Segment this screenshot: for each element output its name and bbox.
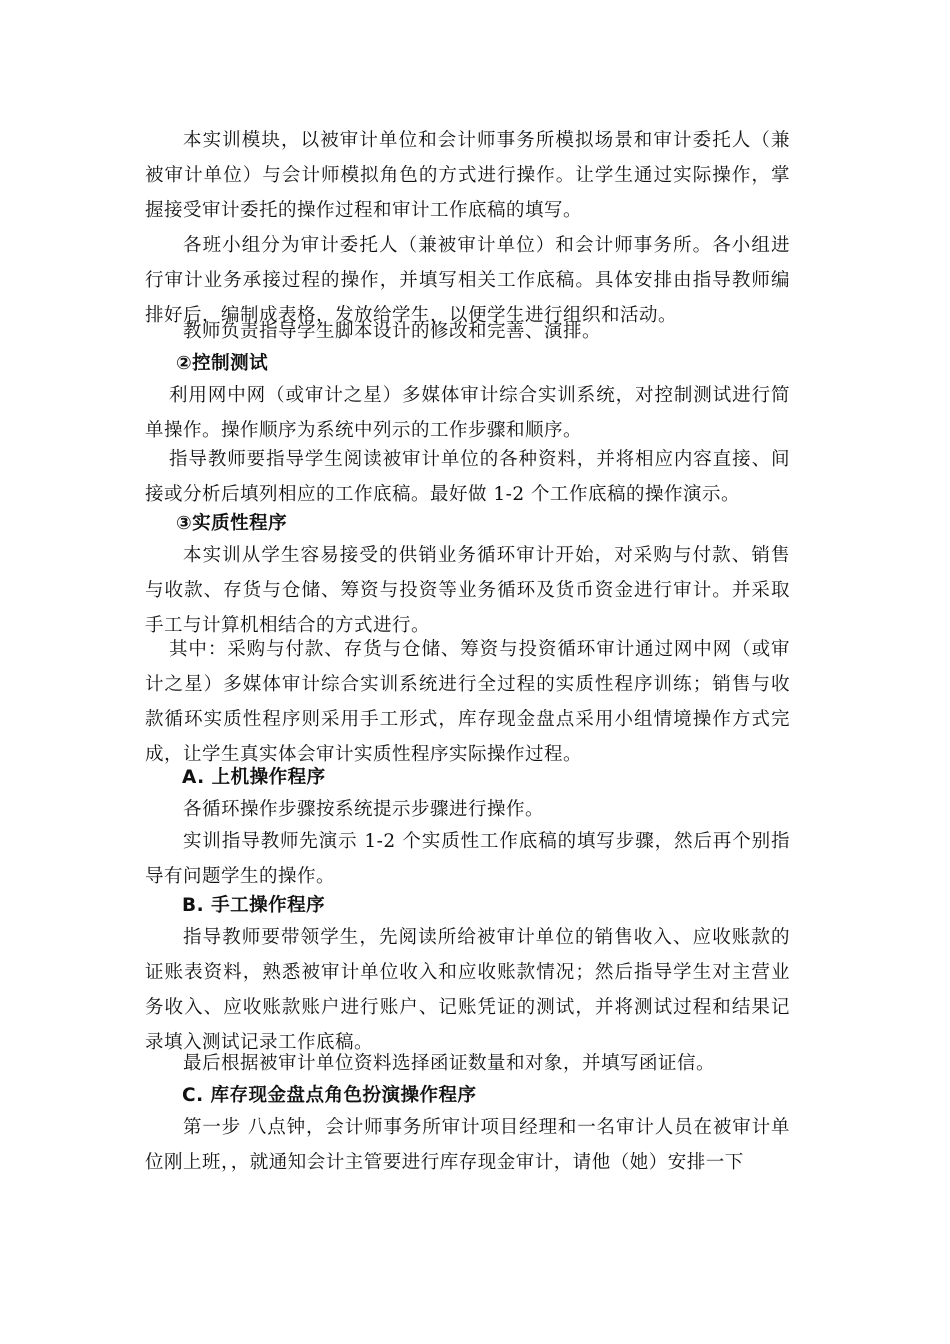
paragraph-manual-steps: 指导教师要带领学生，先阅读所给被审计单位的销售收入、应收账款的证账表资料，熟悉被审计单位收入和应收账款情况；然后指导学生对主营业务收入、应收账款账户进行账户、记账凭证的测试，并将测试过程和结果记录填入测试记录工作底稿。 xyxy=(145,927,790,1053)
heading-substantive-procedures: ③实质性程序 xyxy=(176,513,288,534)
paragraph-training-module: 本实训模块，以被审计单位和会计师事务所模拟场景和审计委托人（兼被审计单位）与会计师模拟角色的方式进行操作。让学生通过实际操作，掌握接受审计委托的操作过程和审计工作底稿的填写。 xyxy=(145,130,790,221)
heading-computer-procedure: A. 上机操作程序 xyxy=(182,767,326,788)
paragraph-substantive-details: 其中：采购与付款、存货与仓储、筹资与投资循环审计通过网中网（或审计之星）多媒体审计综合实训系统进行全过程的实质性程序训练；销售与收款循环实质性程序则采用手工形式，库存现金盘点采用小组情境操作方式完成，让学生真实体会审计实质性程序实际操作过程。 xyxy=(145,639,790,765)
paragraph-control-guidance: 指导教师要指导学生阅读被审计单位的各种资料，并将相应内容直接、间接或分析后填列相应的工作底稿。最好做 1-2 个工作底稿的操作演示。 xyxy=(145,449,790,505)
heading-manual-procedure: B. 手工操作程序 xyxy=(182,895,326,916)
paragraph-step-one: 第一步 八点钟，会计师事务所审计项目经理和一名审计人员在被审计单位刚上班，，就通知会计主管要进行库存现金审计，请他（她）安排一下 xyxy=(145,1117,790,1173)
heading-control-test: ②控制测试 xyxy=(176,353,269,374)
paragraph-confirmation: 最后根据被审计单位资料选择函证数量和对象，并填写函证信。 xyxy=(183,1053,716,1074)
paragraph-control-system: 利用网中网（或审计之星）多媒体审计综合实训系统，对控制测试进行简单操作。操作顺序为系统中列示的工作步骤和顺序。 xyxy=(145,385,790,441)
paragraph-computer-steps: 各循环操作步骤按系统提示步骤进行操作。 xyxy=(183,799,545,820)
paragraph-computer-demo: 实训指导教师先演示 1-2 个实质性工作底稿的填写步骤，然后再个别指导有问题学生的操作。 xyxy=(145,831,790,887)
paragraph-substantive-intro: 本实训从学生容易接受的供销业务循环审计开始，对采购与付款、销售与收款、存货与仓储、筹资与投资等业务循环及货币资金进行审计。并采取手工与计算机相结合的方式进行。 xyxy=(145,545,790,636)
paragraph-group-division: 各班小组分为审计委托人（兼被审计单位）和会计师事务所。各小组进行审计业务承接过程的操作，并填写相关工作底稿。具体安排由指导教师编排好后，编制成表格，发放给学生，以便学生进行组织和活动。 xyxy=(145,235,790,326)
heading-cash-count-roleplay: C. 库存现金盘点角色扮演操作程序 xyxy=(182,1085,477,1106)
paragraph-teacher-guidance: 教师负责指导学生脚本设计的修改和完善、演排。 xyxy=(183,321,602,342)
